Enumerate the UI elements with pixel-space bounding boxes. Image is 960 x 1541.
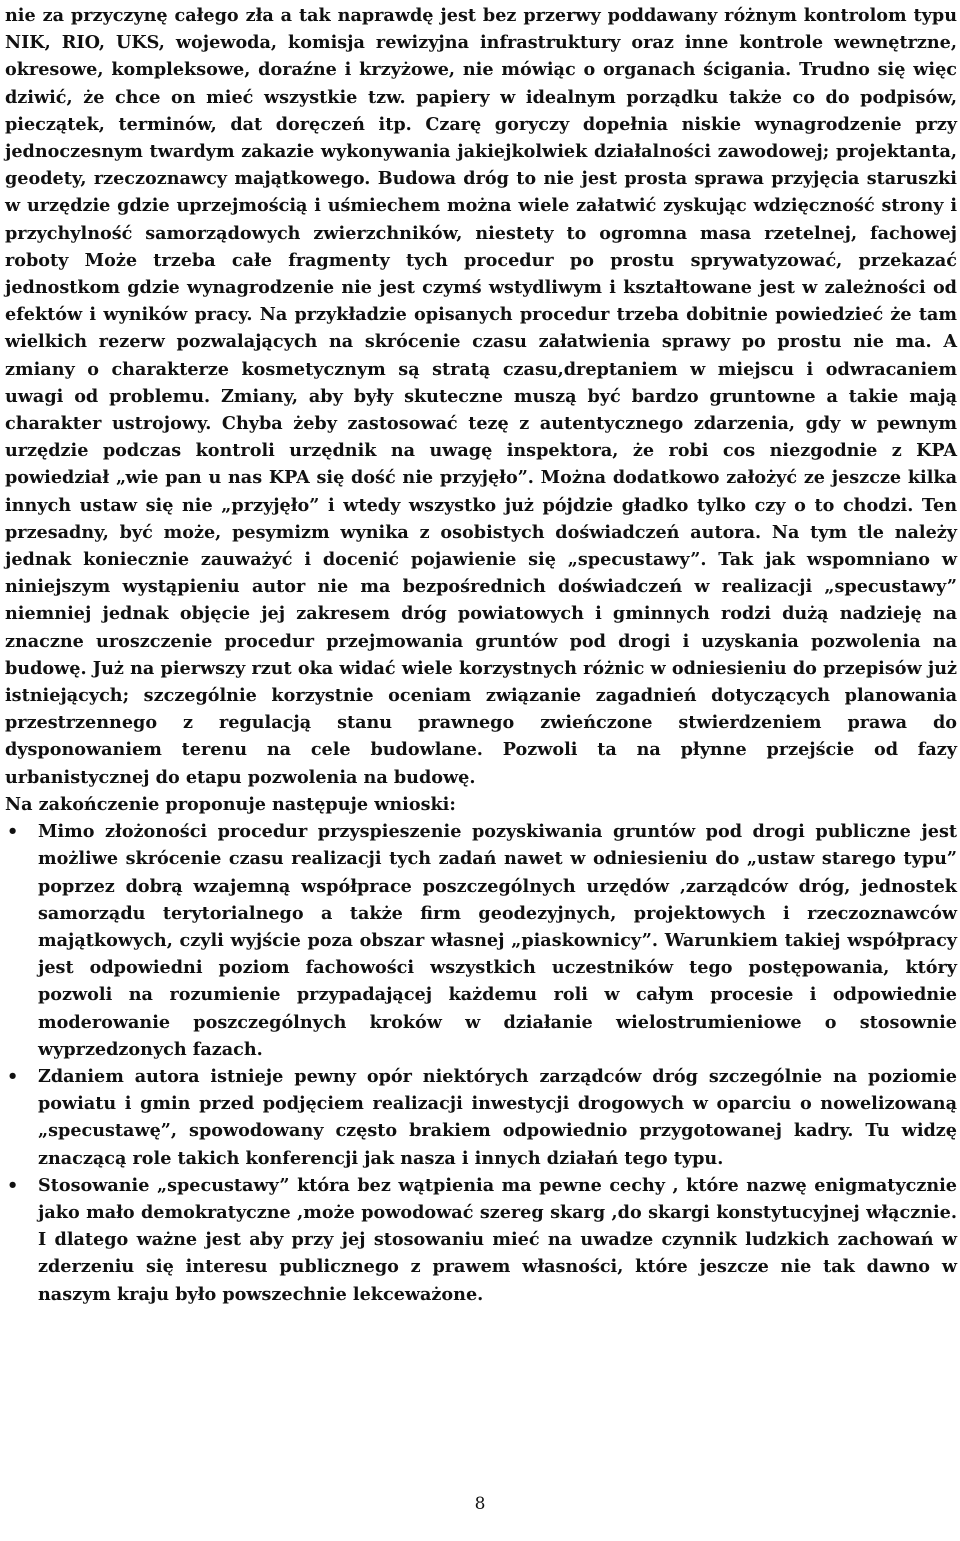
conclusion-item <box>5 1063 957 1172</box>
conclusion-item <box>5 1172 957 1308</box>
bullet-icon: • <box>7 1065 19 1087</box>
conclusions-intro: Na zakończenie proponuje następuje wnioski: <box>5 793 456 815</box>
bullet-icon: • <box>7 821 19 843</box>
page-number: 8 <box>474 1494 486 1514</box>
bullet-icon: • <box>7 1174 19 1196</box>
conclusions-list <box>5 818 957 1308</box>
conclusion-item <box>5 818 957 1063</box>
conclusion-text: Zdaniem autora istnieje pewny opór niektórych zarządców dróg szczególnie na poziomie powiatu i gmin przed podjęciem realizacji inwestycji drogowych w oparciu o nowelizowaną „specustawę”, spowodowany często brakiem odpowiednio przygotowanej kadry. Tu widzę znaczącą role takich konferencji jak nasza i innych działań tego typu. <box>38 1065 957 1169</box>
conclusion-text: Stosowanie „specustawy” która bez wątpienia ma pewne cechy , które nazwę enigmatycznie jako mało demokratyczne ,może powodować szereg skarg ,do skargi konstytucyjnej włącznie. I dlatego ważne jest aby przy jej stosowaniu mieć na uwadze czynnik ludzkich zachowań w zderzeniu się interesu publicznego z prawem własności, które jeszcze nie tak dawno w naszym kraju było powszechnie lekceważone. <box>38 1174 957 1305</box>
body-paragraph: nie za przyczynę całego zła a tak naprawdę jest bez przerwy poddawany różnym kontrolom typu NIK, RIO, UKS, wojewoda, komisja rewizyjna infrastruktury oraz inne kontrole wewnętrzne, okresowe, kompleksowe, doraźne i krzyżowe, nie mówiąc o organach ścigania. Trudno się więc dziwić, że chce on mieć wszystkie tzw. papiery w idealnym porządku także co do podpisów, pieczątek, terminów, dat doręczeń itp. Czarę goryczy dopełnia niskie wynagrodzenie przy jednoczesnym twardym zakazie wykonywania jakiejkolwiek działalności zawodowej; projektanta, geodety, rzeczoznawcy majątkowego. Budowa dróg to nie jest prosta sprawa przyjęcia staruszki w urzędzie gdzie uprzejmością i uśmiechem można wiele załatwić zyskując wdzięczność strony i przychylność samorządowych zwierzchników, niestety to ogromna masa rzetelnej, fachowej roboty Może trzeba całe fragmenty tych procedur po prostu sprywatyzować, przekazać jednostkom gdzie wynagrodzenie nie jest czymś wstydliwym i kształtowane jest w zależności od efektów i wyników pracy. Na przykładzie opisanych procedur trzeba dobitnie powiedzieć że tam wielkich rezerw pozwalających na skrócenie czasu załatwienia sprawy po prostu nie ma. A zmiany o charakterze kosmetycznym są stratą czasu,dreptaniem w miejscu i odwracaniem uwagi od problemu. Zmiany, aby były skuteczne muszą być bardzo gruntowne a takie mają charakter ustrojowy. Chyba żeby zastosować tezę z autentycznego zdarzenia, gdy w pewnym urzędzie podczas kontroli urzędnik na uwagę inspektora, że robi cos niezgodnie z KPA powiedział „wie pan u nas KPA się dość nie przyjęło”. Można dodatkowo założyć ze jeszcze kilka innych ustaw się nie „przyjęło” i wtedy wszystko już pójdzie gładko tylko czy o to chodzi. Ten przesadny, być może, pesymizm wynika z osobistych doświadczeń autora. Na tym tle należy jednak koniecznie zauważyć i docenić pojawienie się „specustawy”. Tak jak wspomniano w niniejszym wystąpieniu autor nie ma bezpośrednich doświadczeń w realizacji „specustawy” niemniej jednak objęcie jej zakresem dróg powiatowych i gminnych rodzi dużą nadzieję na znaczne uroszczenie procedur przejmowania gruntów pod drogi i uzyskania pozwolenia na budowę. Już na pierwszy rzut oka widać wiele korzystnych różnic w odniesieniu do przepisów już istniejących; szczególnie korzystnie oceniam związanie zagadnień dotyczących planowania przestrzennego z regulacją stanu prawnego zwieńczone stwierdzeniem prawa do dysponowaniem terenu na cele budowlane. Pozwoli ta na płynne przejście od fazy urbanistycznej do etapu pozwolenia na budowę. <box>5 5 957 788</box>
conclusion-text: Mimo złożoności procedur przyspieszenie pozyskiwania gruntów pod drogi publiczne jest możliwe skrócenie czasu realizacji tych zadań nawet w odniesieniu do „ustaw starego typu” poprzez dobrą wzajemną współprace poszczególnych urzędów ‚zarządców dróg, jednostek samorządu terytorialnego a także firm geodezyjnych, projektowych i rzeczoznawców majątkowych, czyli wyjście poza obszar własnej „piaskownicy”. Warunkiem takiej współpracy jest odpowiedni poziom fachowości wszystkich uczestników tego postępowania, który pozwoli na rozumienie przypadającej każdemu roli w całym procesie i odpowiednie moderowanie poszczególnych kroków w działanie wielostrumieniowe o stosownie wyprzedzonych fazach. <box>38 821 957 1060</box>
